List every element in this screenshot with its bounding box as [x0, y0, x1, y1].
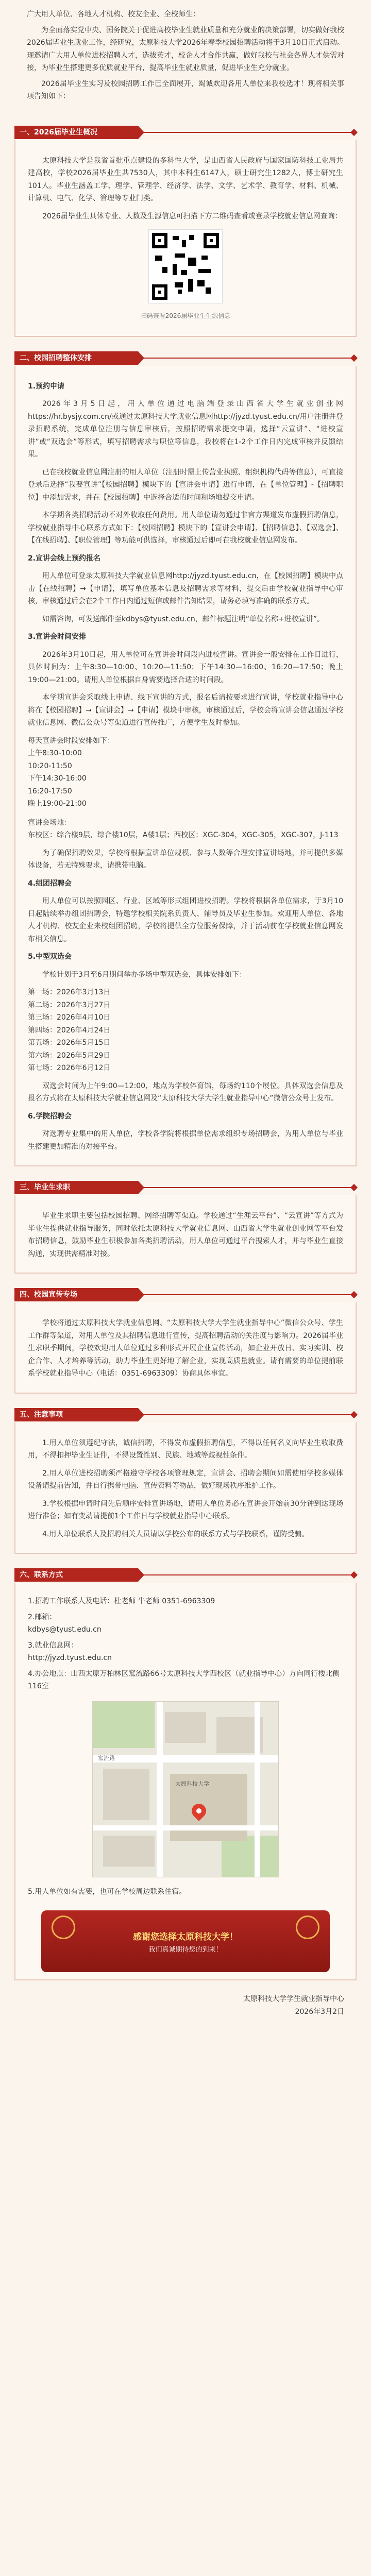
s2-sub5-para-2: 双选会时间为上午9:00—12:00，地点为学校体育馆，每场约110个展位。具体双选会信息及报名方式将在太原科技大学就业信息网及“太原科技大学大学生就业指导中心”微信公众号上发布。 — [28, 1081, 343, 1103]
thanks-banner — [41, 1910, 330, 1972]
section-4-content — [14, 1302, 357, 1394]
times-intro: 每天宣讲会时段安排如下： — [28, 736, 114, 745]
job-fair-item: 第五场：2026年5月15日 — [28, 1039, 111, 1047]
section-title: 五、注意事项 — [20, 1410, 63, 1419]
time-slot: 16:20-17:50 — [28, 787, 72, 795]
job-fair-item: 第七场：2026年6月12日 — [28, 1064, 111, 1072]
time-slot: 10:20-11:50 — [28, 761, 72, 770]
job-fair-item: 第二场：2026年3月27日 — [28, 1001, 111, 1009]
job-fair-item: 第三场：2026年4月10日 — [28, 1013, 111, 1022]
s2-sub6-para: 对选聘专业集中的用人单位，学校各学院将根据单位需求组织专场招聘会，为用人单位与毕业生搭建更加精准的对接平台。 — [28, 1130, 343, 1151]
intro — [0, 0, 371, 111]
contact-email-label: 2.邮箱： — [28, 1613, 57, 1621]
section-header-4 — [14, 1287, 357, 1302]
diamond-icon — [350, 1411, 358, 1418]
venues-label: 宣讲会场地： — [28, 818, 71, 827]
map-label-school: 太原科技大学 — [175, 1780, 209, 1787]
location-pin-icon — [189, 1804, 209, 1824]
notice-item: 3.学校根据申请时间先后顺序安排宣讲场地，请用人单位务必在宣讲会开始前30分钟到达现场进行准备；如有变动请提前1个工作日与学校就业指导中心联系。 — [28, 1499, 343, 1520]
contact-email[interactable]: kdbys@tyust.edu.cn — [28, 1625, 102, 1634]
s2-sub5-para: 学校计划于3月至6月期间举办多场中型双选会，具体安排如下： — [42, 970, 246, 979]
diamond-icon — [350, 128, 358, 135]
s1-para-1: 太原科技大学是我省首批重点建设的多科性大学，是山西省人民政府与国家国防科技工业局共建高校，学校2026届毕业生共7530人，其中本科生6147人，硕士研究生1282人，博士研究生101人。毕业生涵盖工学、理学、管理学、经济学、法学、文学、艺术学、教育学、材料、机械、计算机、电气、化学、管理等专业门类。 — [28, 156, 343, 202]
diamond-icon — [350, 1571, 358, 1579]
banner-welcome: 我们真诚期待您的到来！ — [148, 1946, 223, 1954]
s2-sub1-para-1: 2026年3月5日起，用人单位通过电脑端登录山西省大学生就业创业网https://hr.bysjy.com.cn/或通过太原科技大学就业信息网http://jyzd.tyust.edu.cn/用户注册并登录招聘系统，完成单位注册与信息审核后，按照招聘需求提交申请，选择“云宣讲”、“进校宣讲”或“双选会”等形式，填写招聘需求与职位等信息，我校将在1-2个工作日内完成审核并反馈结果。 — [28, 400, 343, 459]
banner-thanks: 感谢您选择太原科技大学！ — [133, 1932, 238, 1942]
intro-greeting: 广大用人单位、各地人才机构、校友企业、全校师生： — [27, 10, 200, 19]
s2-sub2-para-2: 如需咨询，可发送邮件至kdbys@tyust.edu.cn，邮件标题注明“单位名称+进校宣讲”。 — [42, 615, 324, 623]
diamond-icon — [350, 1184, 358, 1191]
contact-website-label: 3.就业信息网： — [28, 1641, 78, 1650]
section-title: 三、毕业生求职 — [20, 1183, 70, 1192]
s4-para: 学校将通过太原科技大学就业信息网、“太原科技大学大学生就业指导中心”微信公众号、学生工作群等渠道，对用人单位及其招聘信息进行宣传，提高招聘活动的关注度与影响力。2026届毕业生求职季期间，学校欢迎用人单位通过多种形式开展企业宣传活动，如企业开放日、实习实训、校企合作、人才培养等活动，助力毕业生更好地了解企业，实现高质量就业。请有需要的单位提前联系学校就业指导中心（电话：0351-6963309）协商具体事宜。 — [28, 1319, 343, 1378]
time-slot: 上午8:30-10:00 — [28, 749, 82, 757]
job-fair-item: 第四场：2026年4月24日 — [28, 1026, 111, 1035]
section-header-2 — [14, 350, 357, 366]
qr-code-icon[interactable] — [149, 230, 222, 303]
section-title: 一、2026届毕业生概况 — [20, 128, 97, 137]
section-2-content — [14, 366, 357, 1167]
s2-sub3-para-2: 本学期宣讲会采取线上申请、线下宣讲的方式，报名后请按要求进行宣讲，学校就业指导中心将在【校园招聘】→【宣讲会】→【申请】模块中审核，审核通过后，学校会将宣讲会信息通过学校就业信息网、微信公众号等渠道进行宣传推广，方便学生及时参加。 — [28, 693, 343, 727]
section-header-5 — [14, 1407, 357, 1422]
s2-sub2-para-1: 用人单位可登录太原科技大学就业信息网http://jyzd.tyust.edu.cn，在【校园招聘】模块中点击【在线招聘】→【申请】，填写单位基本信息及招聘需求等材料，提交后由学校就业指导中心审核，审核通过后会在2个工作日内通过短信或邮件告知结果，请务必填写准确的联系方式。 — [28, 572, 343, 605]
section-3-content — [14, 1195, 357, 1274]
s2-sub1-para-2: 已在我校就业信息网注册的用人单位（注册时需上传营业执照、组织机构代码等信息），可直接登录后选择“我要宣讲”【校园招聘】模块下的【宣讲会申请】进行申请，在【单位管理】-【招聘职位】中添加需求，并在【校园招聘】中选择合适的时间和场地提交申请。 — [28, 468, 343, 502]
section-title: 六、联系方式 — [20, 1571, 63, 1579]
s2-sub-6: 6.学院招聘会 — [28, 1112, 72, 1121]
job-fair-list — [28, 986, 343, 1075]
map-label-road: 窊流路 — [98, 1754, 115, 1761]
section-header-3 — [14, 1180, 357, 1195]
intro-para-2: 2026届毕业生实习及校园招聘工作已全面展开，竭诚欢迎各用人单位来我校选才！现将相关事项告知如下： — [27, 79, 344, 100]
s2-sub-2: 2.宣讲会线上预约报名 — [28, 554, 101, 563]
qr-note: 扫码查看2026届毕业生生源信息 — [140, 312, 231, 319]
s2-sub4-para: 用人单位可以按照园区、行业、区域等形式组团进校招聘。学校将根据各单位需求，于3月10日起陆续举办组团招聘会，特邀学校相关院系负责人、辅导员及毕业生参加。欢迎用人单位、各地人才机构、校友企业来校组团招聘，学校将提供全方位服务保障，并于活动前在学校就业信息网发布相关信息。 — [28, 897, 343, 943]
job-fair-item: 第一场：2026年3月13日 — [28, 988, 111, 996]
section-title: 四、校园宣传专场 — [20, 1291, 77, 1299]
footer — [0, 1980, 371, 2018]
s1-para-2: 2026届毕业生具体专业、人数及生源信息可扫描下方二维码查看或登录学校就业信息网查询： — [42, 212, 342, 221]
notice-item: 2.用人单位进校招聘须严格遵守学校各项管理规定，宣讲会、招聘会期间如需使用学校多媒体设备请提前告知，并自行携带电脑、宣传资料等物品，做好现场秩序维护工作。 — [28, 1469, 343, 1490]
s2-venue-para: 为了确保招聘效果，学校将根据宣讲单位规模、参与人数等合理安排宣讲场地，并可提供多媒体设备，若无特殊要求，请携带电脑。 — [28, 849, 343, 870]
section-header-6 — [14, 1567, 357, 1583]
contact-phone: 1.招聘工作联系人及电话：杜老师 牛老师 0351-6963309 — [28, 1597, 215, 1605]
campus-map[interactable] — [92, 1701, 279, 1877]
venues: 东校区：综合楼9层，综合楼10层，A楼1层；西校区：XGC-304，XGC-305，XGC-307，J-113 — [28, 831, 339, 839]
contact-address: 4.办公地点：山西太原万柏林区窊流路66号太原科技大学西校区（就业指导中心）方向同行楼北侧116室 — [28, 1669, 340, 1690]
s2-sub-5: 5.中型双选会 — [28, 953, 72, 961]
time-slot: 晚上19:00-21:00 — [28, 800, 87, 808]
s2-sub-1: 1.预约申请 — [28, 382, 65, 391]
footer-date: 2026年3月2日 — [295, 2007, 344, 2016]
notice-item: 1.用人单位须遵纪守法，诚信招聘，不得发布虚假招聘信息，不得以任何名义向毕业生收取费用，不得扣押毕业生证件，不得设置性别、民族、地域等歧视性条件。 — [28, 1438, 343, 1460]
diamond-icon — [350, 354, 358, 361]
notice-item: 4.用人单位联系人及招聘相关人员请以学校公布的联系方式与学校联系，谨防受骗。 — [42, 1530, 309, 1538]
intro-para-1: 为全面落实党中央、国务院关于促进高校毕业生就业质量和充分就业的决策部署，切实做好我校2026届毕业生就业工作，经研究，太原科技大学2026年春季校园招聘活动将于3月10日正式启动。现邀请广大用人单位进校招聘人才，选拔英才，校企人才合作共赢，做好我校与社会各界人才供需对接，为毕业生搭建更多优质就业平台，提高毕业生就业质量，促进毕业生充分就业。 — [27, 26, 344, 72]
section-header-1 — [14, 125, 357, 140]
s2-sub3-para-1: 2026年3月10日起，用人单位可在宣讲会时间段内进校宣讲。宣讲会一般安排在工作日进行，具体时间为：上午8:30—10:00、10:20—11:50；下午14:30—16:00、16:20—17:50；晚上19:00—21:00。请用人单位根据自身需要选择合适的时间段。 — [28, 650, 343, 684]
section-6-content — [14, 1583, 357, 1980]
time-slot-list — [28, 735, 343, 842]
diamond-icon — [350, 1291, 358, 1298]
footer-org: 太原科技大学学生就业指导中心 — [243, 1995, 344, 2003]
section-title: 二、校园招聘整体安排 — [20, 353, 92, 362]
section-1-content — [14, 140, 357, 337]
s2-sub1-para-3: 本学期各类招聘活动不对外收取任何费用。用人单位请勿通过非官方渠道发布虚假招聘信息，学校就业指导中心联系方式如下：【校园招聘】模块下的【宣讲会申请】、【招聘信息】、【双选会】、【在线招聘】、【职位管理】等功能可供选择，审核通过后即可在我校就业信息网发布。 — [28, 511, 343, 545]
qr-code-wrap — [28, 230, 343, 321]
contact-website[interactable]: http://jyzd.tyust.edu.cn — [28, 1654, 112, 1662]
job-fair-item: 第六场：2026年5月29日 — [28, 1051, 111, 1060]
section-5-content — [14, 1422, 357, 1554]
s2-sub-3: 3.宣讲会时间安排 — [28, 633, 87, 641]
contact-accommodation: 5.用人单位如有需要，也可在学校周边联系住宿。 — [28, 1887, 187, 1896]
time-slot: 下午14:30-16:00 — [28, 774, 87, 783]
s3-para: 毕业生求职主要包括校园招聘、网络招聘等渠道。学校通过“生涯云平台”、“云宣讲”等方式为毕业生提供就业指导服务，同时依托太原科技大学就业信息网、山西省大学生就业创业网等平台发布招聘信息，鼓励毕业生积极参加各类招聘活动，用人单位可通过平台搜索人才，并与毕业生直接沟通，实现供需精准对接。 — [28, 1212, 343, 1258]
s2-sub-4: 4.组团招聘会 — [28, 879, 72, 888]
